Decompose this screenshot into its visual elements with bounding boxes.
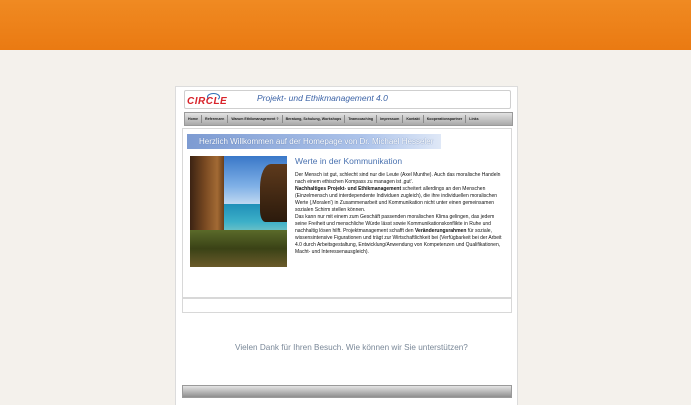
- thanks-section: [182, 313, 510, 383]
- thanks-text: Vielen Dank für Ihren Besuch. Wie können wir Sie unterstützen?: [235, 343, 468, 352]
- coast-photo: [190, 156, 287, 267]
- intro-rest: scheitert allerdings an den Menschen (Einzelmensch und interdependente Individuen zugleich), die ihre individuellen moralischen Werte (‚Moralen') in Zusammenarbeit und Kommunikation nicht unter einen gemeinsamen sozialen Schirm stellen können.: [295, 186, 498, 213]
- nav-kontakt[interactable]: Kontakt: [403, 115, 423, 123]
- footer-bar: [182, 385, 512, 398]
- nav-beratung[interactable]: Beratung, Schulung, Workshops: [283, 115, 346, 123]
- nav-referenzen[interactable]: Referenzen: [202, 115, 228, 123]
- text-column: [295, 156, 505, 256]
- nav-home[interactable]: Home: [185, 115, 202, 123]
- welcome-banner: Herzlich Willkommen auf der Homepage von Dr. Michael Hesseler: [187, 134, 441, 149]
- intro-bold: Nachhaltiges Projekt- und Ethikmanagement: [295, 186, 402, 192]
- main-content: [182, 128, 512, 298]
- top-banner: [0, 0, 691, 50]
- nav-warum-ethikmanagement[interactable]: Warum Ethikmanagement ?: [228, 115, 282, 123]
- section-separator: [182, 298, 512, 313]
- nav-links[interactable]: Links: [469, 117, 479, 121]
- second-bold: Veränderungsrahmen: [414, 228, 467, 234]
- logo-text: CIRCLE: [187, 96, 228, 107]
- nav-impressum[interactable]: Impressum: [377, 115, 403, 123]
- second-text: Das kann nur mit einem zum Geschäft passenden moralischen Klima gelingen, das jedem seine Freiheit und menschliche Würde lässt sowie Kommunikationskonflikte in Ruhe und nachhaltig lösen hilft. Projektmanagement schafft den: [295, 214, 495, 234]
- second-rest: für soziale, wissensintensive Figurationen und trägt zur Wirtschaftlichkeit bei (Verfügbarkeit bei der Arbeit 4.0 durch Arbeitsgestaltung, Entwicklung/Anwendung von Kompetenzen und Qualifikationen, Macht- und Interessenausgleich).: [295, 228, 502, 255]
- photo-shore: [190, 230, 287, 267]
- circle-logo[interactable]: [187, 92, 235, 107]
- site-title: Projekt- und Ethikmanagement 4.0: [257, 93, 388, 103]
- section-subtitle: Werte in der Kommunikation: [295, 156, 403, 166]
- intro-text: Der Mensch ist gut, schlecht sind nur die Leute (Axel Munthe). Auch das moralische Handeln nach einem ethischen Kompass zu managen ist ‚gut'.: [295, 172, 501, 185]
- intro-paragraph: [295, 172, 505, 256]
- photo-rock-right: [260, 164, 287, 222]
- main-navigation: [184, 112, 513, 126]
- nav-teamcoaching[interactable]: Teamcoaching: [345, 115, 377, 123]
- page-container: [175, 86, 518, 405]
- nav-kooperationspartner[interactable]: Kooperationspartner: [424, 115, 467, 123]
- site-header: [184, 90, 511, 109]
